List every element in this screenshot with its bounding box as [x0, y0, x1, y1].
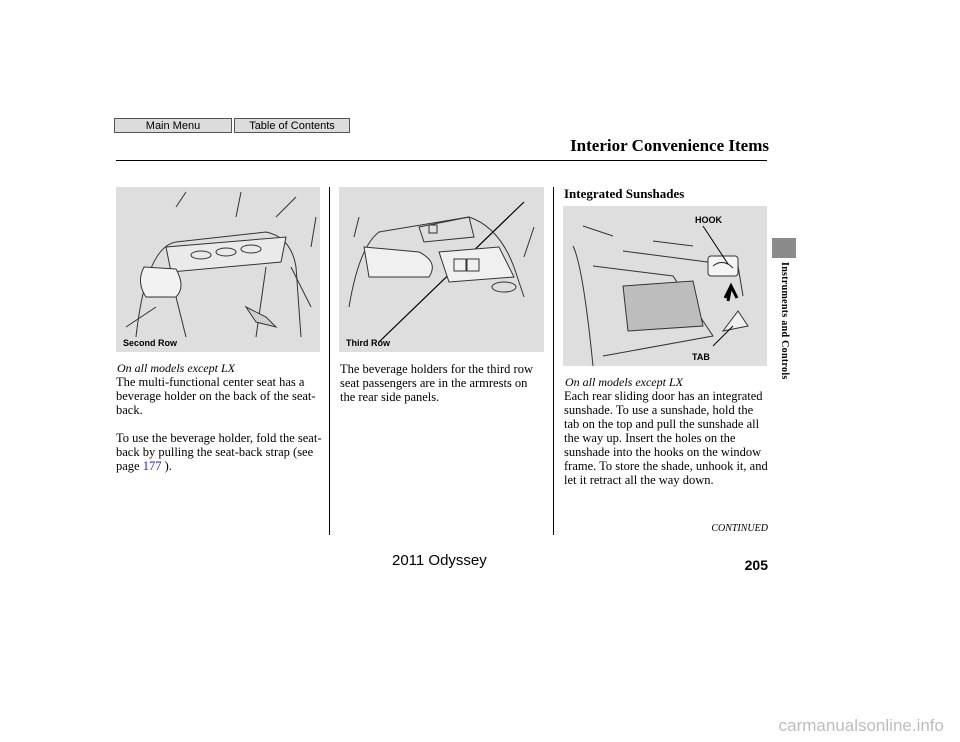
- second-row-seat-illustration: [116, 187, 320, 352]
- hook-label: HOOK: [695, 215, 722, 225]
- third-row-label: Third Row: [346, 338, 390, 348]
- page-177-link[interactable]: 177: [142, 459, 162, 473]
- table-of-contents-button[interactable]: Table of Contents: [234, 118, 350, 133]
- third-row-figure: [339, 187, 544, 352]
- column1-body: [116, 375, 322, 473]
- section-tab-label: Instruments and Controls: [779, 262, 790, 380]
- column1-paragraph1: The multi-functional center seat has a beverage holder on the back of the seat-back.: [116, 375, 316, 417]
- third-row-armrest-illustration: [339, 187, 544, 352]
- section-title-sunshades: Integrated Sunshades: [564, 186, 685, 201]
- header-rule: [116, 160, 767, 161]
- column2-paragraph1: The beverage holders for the third row seat passengers are in the armrests on the rear side panels.: [340, 362, 533, 404]
- sunshade-illustration: [563, 206, 767, 366]
- watermark: carmanualsonline.info: [778, 716, 944, 735]
- model-note-column3: On all models except LX: [565, 375, 683, 389]
- second-row-label: Second Row: [123, 338, 178, 348]
- column2-body: [340, 362, 544, 404]
- continued-label: CONTINUED: [711, 523, 768, 534]
- section-tab-marker: [772, 238, 796, 258]
- column3-paragraph1: Each rear sliding door has an integrated sunshade. To use a sunshade, hold the tab on the top and pull the sunshade all the way up. Insert the holes on the sunshade into the hooks on the window frame. To store the shade, unhook it, and let it retract all the way down.: [564, 389, 768, 487]
- footer-model: 2011 Odyssey: [392, 552, 487, 569]
- column-divider-1: [329, 187, 330, 535]
- column1-paragraph2: To use the beverage holder, fold the seat-back by pulling the seat-back strap (see page 177 ).: [116, 431, 322, 473]
- model-note-column1: On all models except LX: [117, 361, 235, 375]
- tab-label: TAB: [692, 352, 710, 362]
- sunshade-figure: [563, 206, 767, 366]
- page-title: Interior Convenience Items: [570, 136, 769, 155]
- column-divider-2: [553, 187, 554, 535]
- column3-body: [564, 389, 769, 487]
- second-row-figure: [116, 187, 320, 352]
- page-number: 205: [744, 557, 768, 573]
- main-menu-button[interactable]: Main Menu: [114, 118, 232, 133]
